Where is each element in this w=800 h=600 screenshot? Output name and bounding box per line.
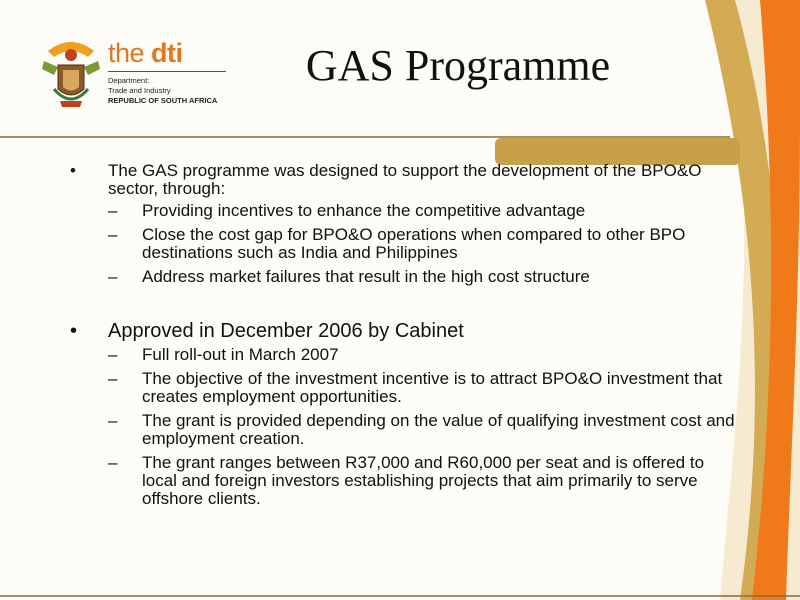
dept-name: Trade and Industry: [108, 86, 171, 95]
sub-bullet: – Close the cost gap for BPO&O operations when compared to other BPO destinations such as India and Philippines: [108, 225, 686, 262]
sub-bullet: – Full roll-out in March 2007: [108, 345, 339, 364]
country-name: REPUBLIC OF SOUTH AFRICA: [108, 96, 218, 105]
bullet-point: • The GAS programme was designed to support the development of the BPO&O sector, through:: [70, 161, 702, 198]
dti-logo: [40, 37, 230, 111]
sub-list: [62, 202, 740, 286]
bullet-text: The GAS programme was designed to support the development of the BPO&O sector, through:: [108, 161, 702, 198]
bullet-point: • Approved in December 2006 by Cabinet: [70, 320, 464, 342]
logo-rule: [108, 71, 226, 72]
slide-title: GAS Programme: [305, 41, 611, 90]
coat-of-arms-icon: [40, 37, 102, 111]
sub-bullet: – The grant is provided depending on the value of qualifying investment cost and employment creation.: [108, 411, 735, 448]
sub-bullet: – The grant ranges between R37,000 and R60,000 per seat and is offered to local and foreign investors establishing projects that aim primarily to serve offshore clients.: [108, 453, 705, 508]
slide-content: [62, 162, 740, 514]
sub-bullet: – Providing incentives to enhance the competitive advantage: [108, 201, 586, 220]
brand-wordmark: the dti: [108, 38, 183, 68]
sub-bullet: – The objective of the investment incentive is to attract BPO&O investment that creates employment opportunities.: [108, 369, 723, 406]
dept-label: Department:: [108, 76, 150, 85]
bullet-text: Approved in December 2006 by Cabinet: [108, 320, 464, 342]
sub-list: [62, 346, 740, 508]
sub-bullet: – Address market failures that result in the high cost structure: [108, 267, 590, 286]
logo-text: [108, 37, 230, 106]
